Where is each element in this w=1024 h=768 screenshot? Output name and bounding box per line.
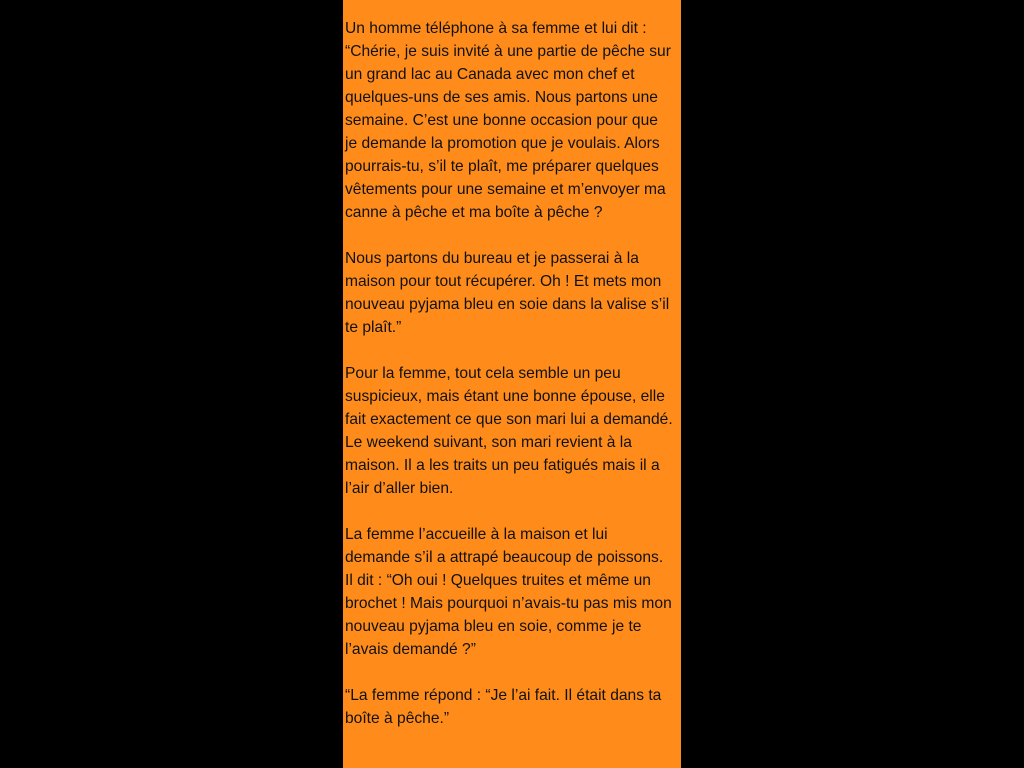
paragraph-gap — [345, 661, 681, 684]
text-line: Il dit : “Oh oui ! Quelques truites et même un — [345, 572, 651, 589]
text-line: Pour la femme, tout cela semble un peu — [345, 365, 621, 382]
text-line: l’avais demandé ?” — [345, 641, 476, 658]
paragraph-gap — [345, 500, 681, 523]
text-line: nouveau pyjama bleu en soie, comme je te — [345, 618, 642, 635]
text-line: un grand lac au Canada avec mon chef et — [345, 66, 635, 83]
text-line: maison. Il a les traits un peu fatigués mais il a — [345, 457, 660, 474]
text-line: canne à pêche et ma boîte à pêche ? — [345, 204, 603, 221]
text-line: fait exactement ce que son mari lui a demandé. — [345, 411, 673, 428]
text-line: Un homme téléphone à sa femme et lui dit : — [345, 20, 647, 37]
text-line: semaine. C’est une bonne occasion pour que — [345, 112, 658, 129]
text-line: je demande la promotion que je voulais. Alors — [345, 135, 660, 152]
paragraph-4 — [345, 523, 681, 661]
text-line: pourrais-tu, s’il te plaît, me préparer quelques — [345, 158, 659, 175]
text-line: boîte à pêche.” — [345, 710, 450, 727]
paragraph-5 — [345, 684, 681, 730]
story-text — [345, 17, 681, 730]
text-line: nouveau pyjama bleu en soie dans la valise s’il — [345, 296, 670, 313]
paragraph-1 — [345, 17, 681, 224]
paragraph-gap — [345, 224, 681, 247]
text-line: suspicieux, mais étant une bonne épouse, elle — [345, 388, 665, 405]
text-line: Nous partons du bureau et je passerai à la — [345, 250, 639, 267]
text-line: “La femme répond : “Je l’ai fait. Il était dans ta — [345, 687, 662, 704]
text-line: quelques-uns de ses amis. Nous partons une — [345, 89, 658, 106]
text-line: maison pour tout récupérer. Oh ! Et mets mon — [345, 273, 662, 290]
text-line: brochet ! Mais pourquoi n’avais-tu pas mis mon — [345, 595, 672, 612]
text-line: vêtements pour une semaine et m’envoyer ma — [345, 181, 666, 198]
paragraph-gap — [345, 339, 681, 362]
text-line: Le weekend suivant, son mari revient à la — [345, 434, 632, 451]
text-line: “Chérie, je suis invité à une partie de pêche sur — [345, 43, 671, 60]
text-line: La femme l’accueille à la maison et lui — [345, 526, 608, 543]
paragraph-2 — [345, 247, 681, 339]
paragraph-3 — [345, 362, 681, 500]
text-line: te plaît.” — [345, 319, 402, 336]
text-line: l’air d’aller bien. — [345, 480, 454, 497]
text-column — [343, 0, 681, 768]
text-line: demande s’il a attrapé beaucoup de poissons. — [345, 549, 664, 566]
